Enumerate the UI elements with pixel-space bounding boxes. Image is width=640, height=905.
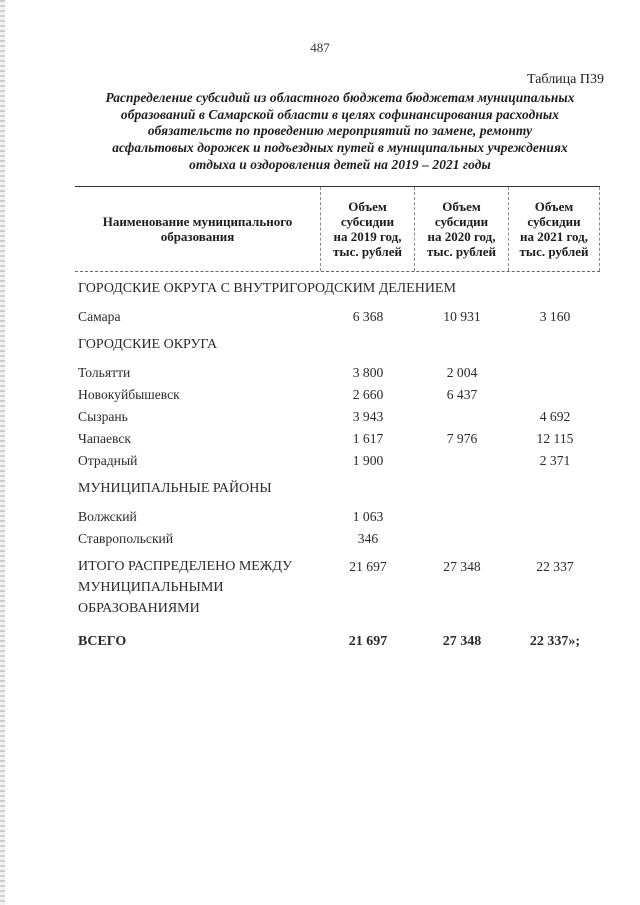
cell-2019: 3 943 bbox=[352, 409, 384, 424]
cell-2021: 22 337»; bbox=[529, 634, 581, 649]
section-heading: ГОРОДСКИЕ ОКРУГА С ВНУТРИГОРОДСКИМ ДЕЛЕНИЕМ bbox=[78, 281, 456, 296]
cell-2021: 2 371 bbox=[539, 453, 571, 468]
cell-municipality: Чапаевск bbox=[78, 431, 132, 446]
table-row bbox=[78, 306, 603, 328]
header-2019: Объем субсидии на 2019 год, тыс. рублей bbox=[320, 187, 414, 271]
cell-2020: 10 931 bbox=[443, 309, 481, 324]
title-line: обязательств по проведению мероприятий по замене, ремонту bbox=[147, 123, 533, 139]
section-heading: ГОРОДСКИЕ ОКРУГА bbox=[78, 337, 218, 352]
cell-2020: 27 348 bbox=[442, 634, 482, 649]
cell-municipality: ВСЕГО bbox=[78, 634, 127, 649]
table-body bbox=[78, 278, 603, 653]
table-row bbox=[78, 384, 603, 406]
cell-2021 bbox=[509, 362, 601, 384]
table-row bbox=[78, 428, 603, 450]
table-label: Таблица П39 bbox=[527, 72, 604, 87]
table-row bbox=[78, 631, 603, 653]
cell-municipality: ИТОГО РАСПРЕДЕЛЕНО МЕЖДУ МУНИЦИПАЛЬНЫМИ ОБРАЗОВАНИЯМИ bbox=[78, 559, 292, 616]
cell-municipality: Новокуйбышевск bbox=[78, 387, 180, 402]
cell-2019: 21 697 bbox=[349, 559, 387, 574]
cell-2020 bbox=[415, 450, 509, 472]
cell-2019: 1 617 bbox=[352, 431, 384, 446]
table-row bbox=[78, 528, 603, 550]
title-line: асфальтовых дорожек и подъездных путей в муниципальных учреждениях bbox=[112, 140, 568, 156]
cell-2020 bbox=[415, 506, 509, 528]
cell-municipality: Отрадный bbox=[78, 453, 138, 468]
cell-2021: 4 692 bbox=[539, 409, 571, 424]
cell-2021: 3 160 bbox=[539, 309, 571, 324]
cell-2019: 2 660 bbox=[352, 387, 384, 402]
cell-2020: 27 348 bbox=[443, 559, 481, 574]
cell-2020: 6 437 bbox=[446, 387, 478, 402]
title-line: Распределение субсидий из областного бюджета бюджетам муниципальных bbox=[105, 90, 575, 105]
cell-2019: 1 063 bbox=[352, 509, 384, 524]
cell-2021 bbox=[509, 506, 601, 528]
cell-2019: 3 800 bbox=[352, 365, 384, 380]
cell-2020: 2 004 bbox=[446, 365, 478, 380]
scan-edge bbox=[0, 0, 5, 905]
cell-2021 bbox=[509, 384, 601, 406]
cell-municipality: Ставропольский bbox=[78, 531, 174, 546]
table-row bbox=[78, 556, 603, 619]
cell-2020 bbox=[415, 406, 509, 428]
cell-2021: 22 337 bbox=[536, 559, 574, 574]
title-line: образований в Самарской области в целях софинансирования расходных bbox=[120, 106, 560, 122]
page-number: 487 bbox=[310, 40, 330, 55]
table-header bbox=[75, 186, 600, 272]
header-2020: Объем субсидии на 2020 год, тыс. рублей bbox=[414, 187, 508, 271]
table-row bbox=[78, 406, 603, 428]
cell-municipality: Сызрань bbox=[78, 409, 128, 424]
cell-municipality: Тольятти bbox=[78, 365, 131, 380]
title-line: отдыха и оздоровления детей на 2019 – 2021 годы bbox=[189, 156, 491, 172]
cell-municipality: Волжский bbox=[78, 509, 137, 524]
cell-2019: 6 368 bbox=[352, 309, 384, 324]
header-2021: Объем субсидии на 2021 год, тыс. рублей bbox=[508, 187, 600, 271]
cell-2020: 7 976 bbox=[446, 431, 478, 446]
cell-2021 bbox=[509, 528, 601, 550]
table-row bbox=[78, 450, 603, 472]
cell-municipality: Самара bbox=[78, 309, 121, 324]
table-row bbox=[78, 362, 603, 384]
cell-2019: 21 697 bbox=[348, 634, 388, 649]
cell-2019: 1 900 bbox=[352, 453, 384, 468]
table-title bbox=[70, 90, 610, 174]
cell-2019: 346 bbox=[357, 531, 379, 546]
cell-2020 bbox=[415, 528, 509, 550]
section-heading: МУНИЦИПАЛЬНЫЕ РАЙОНЫ bbox=[78, 481, 272, 496]
header-municipality: Наименование муниципального образования bbox=[102, 213, 293, 244]
cell-2021: 12 115 bbox=[536, 431, 574, 446]
table-row bbox=[78, 506, 603, 528]
